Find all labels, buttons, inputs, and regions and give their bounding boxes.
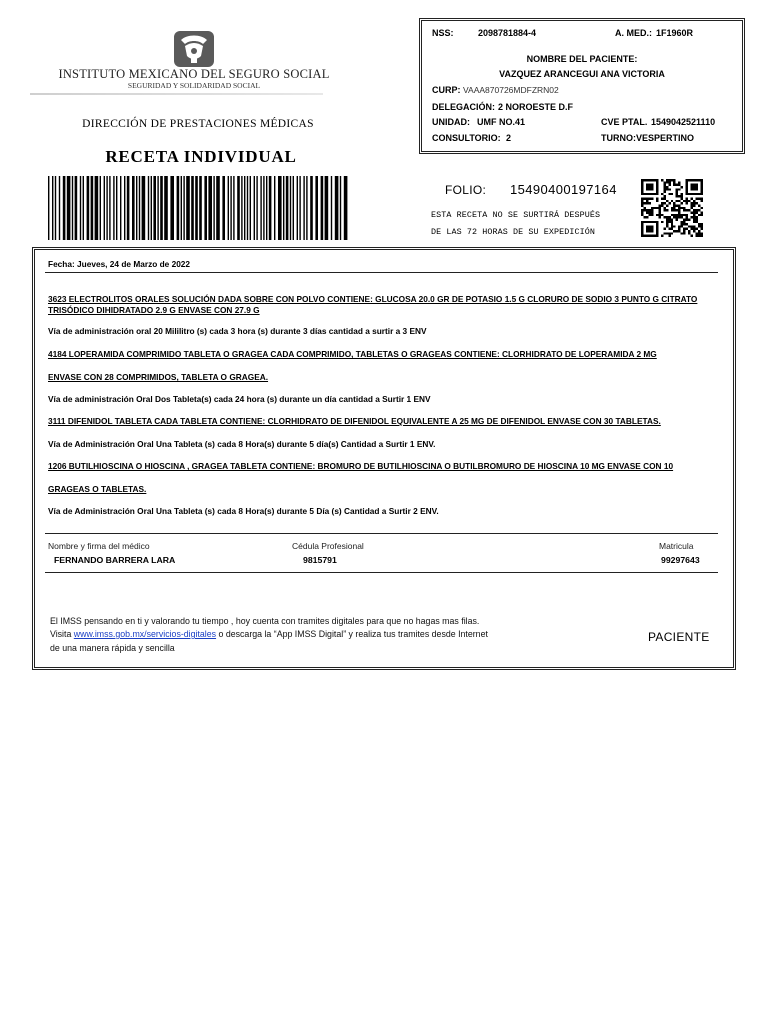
barcode (48, 176, 352, 240)
delegacion-label: DELEGACIÓN: (432, 102, 495, 112)
unidad-value: UMF NO.41 (477, 117, 526, 127)
curp-label: CURP: (432, 85, 461, 95)
institution-name: INSTITUTO MEXICANO DEL SEGURO SOCIAL (58, 67, 330, 81)
digital-services-line-2 (50, 628, 530, 642)
medication-instructions: Vía de Administración Oral Una Tableta (s) cada 8 Hora(s) durante 5 Día (s) Cantidad a Surtir 2 ENV. (48, 506, 439, 516)
date-divider (45, 272, 718, 273)
cedula-label: Cédula Profesional (292, 541, 364, 551)
footer-visit-text: Visita (50, 629, 74, 639)
amed-value: 1F1960R (656, 28, 694, 38)
medication-item-continued: ENVASE CON 28 COMPRIMIDOS, TABLETA O GRAGEA. (48, 372, 269, 382)
imss-digital-services-link[interactable]: www.imss.gob.mx/servicios-digitales (73, 629, 217, 639)
delegacion-value: 2 NOROESTE D.F (498, 102, 574, 112)
document-title: RECETA INDIVIDUAL (105, 147, 297, 166)
medication-instructions: Vía de Administración Oral Una Tableta (s) cada 8 Hora(s) durante 5 día(s) Cantidad a Surtir 1 ENV. (48, 439, 436, 449)
medication-item: 1206 BUTILHIOSCINA O HIOSCINA , GRAGEA TABLETA CONTIENE: BROMURO DE BUTILHIOSCINA O BUTILBROMURO DE HIOSCINA 10 MG ENVASE CON 10 (48, 461, 674, 471)
medication-instructions: Vía de administración oral 20 Mililitro (s) cada 3 hora (s) durante 3 días cantidad a surtir a 3 ENV (48, 326, 427, 336)
turno-label: TURNO: (601, 133, 636, 143)
nss-value: 2098781884-4 (478, 28, 537, 38)
expiry-warning (431, 207, 637, 241)
medication-item: 4184 LOPERAMIDA COMPRIMIDO TABLETA O GRAGEA CADA COMPRIMIDO, TABLETAS O GRAGEAS CONTIENE: CLORHIDRATO DE LOPERAMIDA 2 MG (48, 349, 657, 359)
prescription-date: Fecha: Jueves, 24 de Marzo de 2022 (48, 259, 191, 269)
digital-services-line-3: de una manera rápida y sencilla (50, 643, 175, 653)
consultorio-value: 2 (506, 133, 512, 143)
folio-label: FOLIO: (445, 183, 487, 197)
footer-app-text: o descarga la “App IMSS Digital” y realiza tus tramites desde Internet (216, 629, 488, 639)
directorate-heading: DIRECCIÓN DE PRESTACIONES MÉDICAS (82, 118, 314, 130)
folio-number: 15490400197164 (510, 182, 617, 197)
matricula-label: Matricula (659, 541, 694, 551)
medication-item-continued: GRAGEAS O TABLETAS. (48, 484, 147, 494)
doctor-name-label: Nombre y firma del médico (48, 541, 150, 551)
institution-motto: SEGURIDAD Y SOLIDARIDAD SOCIAL (127, 81, 261, 90)
header-divider (30, 93, 323, 95)
signature-bottom-divider (45, 572, 718, 573)
medication-item: 3111 DIFENIDOL TABLETA CADA TABLETA CONTIENE: CLORHIDRATO DE DIFENIDOL EQUIVALENTE A 25 MG DE DIFENIDOL ENVASE CON 30 TABLETAS. (48, 416, 661, 426)
prescription-box (32, 247, 736, 670)
consultorio-label: CONSULTORIO: (432, 133, 501, 143)
digital-services-line-1: El IMSS pensando en ti y valorando tu tiempo , hoy cuenta con tramites digitales para que no hagas mas filas. (50, 616, 480, 626)
imss-eagle-logo-icon (173, 30, 215, 68)
expiry-warning-line-1: ESTA RECETA NO SE SURTIRÁ DESPUÉS (431, 210, 601, 220)
cve-label: CVE PTAL. (601, 117, 648, 127)
cedula-number: 9815791 (303, 555, 337, 565)
patient-info-box (419, 18, 745, 154)
patient-name: VAZQUEZ ARANCEGUI ANA VICTORIA (499, 69, 665, 79)
turno-value: VESPERTINO (636, 133, 695, 143)
matricula-number: 99297643 (661, 555, 700, 565)
qr-code (641, 179, 703, 237)
medication-instructions: Vía de administración Oral Dos Tableta(s) cada 24 hora (s) durante un día cantidad a Surtir 1 ENV (48, 394, 431, 404)
unidad-label: UNIDAD: (432, 117, 470, 127)
curp-value: VAAA870726MDFZRN02 (463, 85, 559, 95)
cve-value: 1549042521110 (651, 117, 716, 127)
amed-label: A. MED.: (615, 28, 652, 38)
signature-top-divider (45, 533, 718, 534)
doctor-name: FERNANDO BARRERA LARA (54, 555, 176, 565)
medication-item: 3623 ELECTROLITOS ORALES SOLUCIÓN DADA SOBRE CON POLVO CONTIENE: GLUCOSA 20.0 GR DE POTASIO 1.5 G CLORURO DE SODIO 3 PUNTO G CITRATO TRISÓDICO DIHIDRATADO 2.9 G ENVASE CON 27.9 G (48, 294, 698, 315)
expiry-warning-line-2: DE LAS 72 HORAS DE SU EXPEDICIÓN (431, 227, 596, 237)
nss-label: NSS: (432, 28, 454, 38)
patient-name-label: NOMBRE DEL PACIENTE: (526, 54, 638, 64)
copy-recipient-label: PACIENTE (648, 630, 710, 644)
